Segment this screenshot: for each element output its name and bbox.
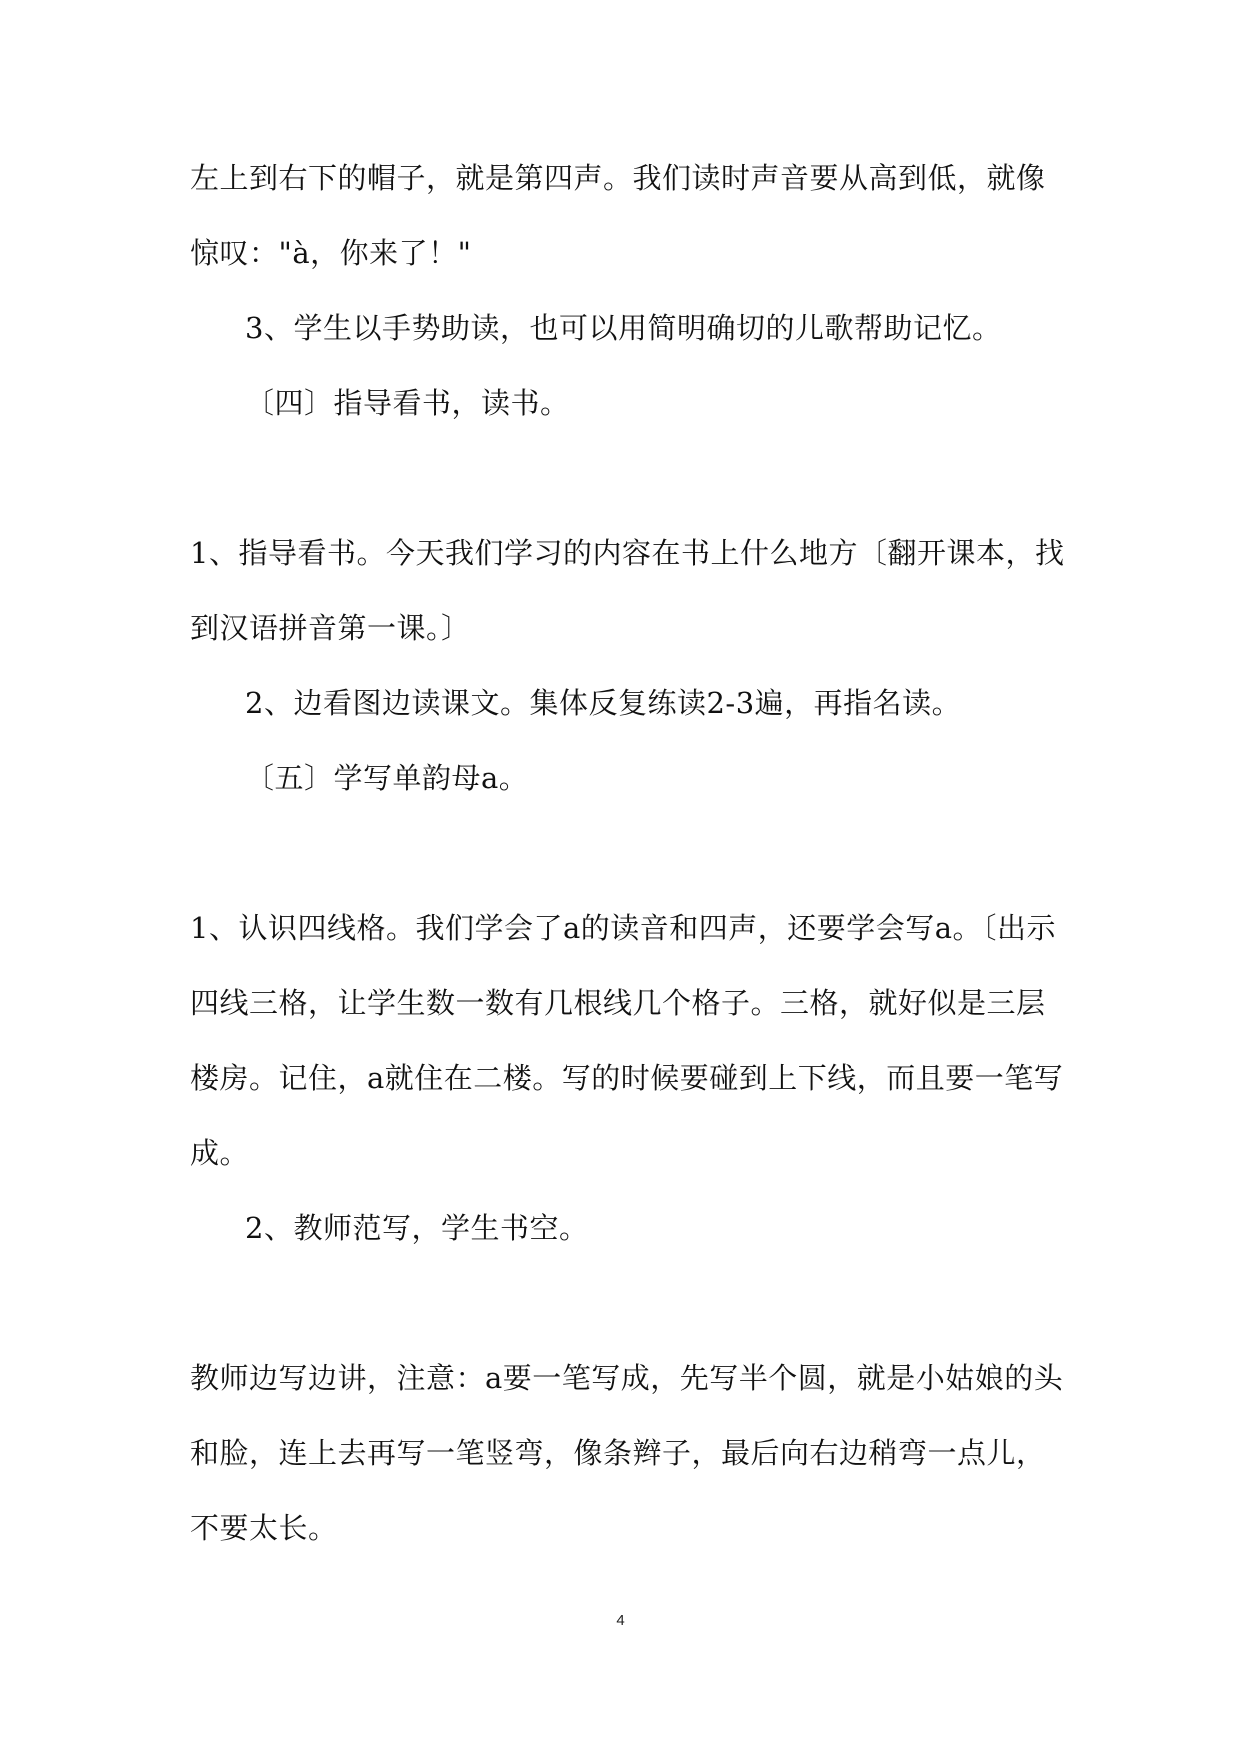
section-heading: 〔五〕学写单韵母a。	[245, 761, 529, 795]
text-line: 和脸，连上去再写一笔竖弯，像条辫子，最后向右边稍弯一点儿，	[190, 1436, 1046, 1470]
text-line: 楼房。记住，a就住在二楼。写的时候要碰到上下线，而且要一笔写	[190, 1061, 1064, 1095]
text-line: 惊叹："à，你来了！"	[190, 236, 472, 270]
text-line: 四线三格，让学生数一数有几根线几个格子。三格，就好似是三层	[190, 986, 1046, 1020]
text-line: 左上到右下的帽子，就是第四声。我们读时声音要从高到低，就像	[190, 161, 1046, 195]
section-heading: 〔四〕指导看书，读书。	[245, 386, 570, 420]
text-line: 成。	[190, 1136, 250, 1170]
list-item: 3、学生以手势助读，也可以用简明确切的儿歌帮助记忆。	[245, 311, 1002, 345]
list-item: 1、认识四线格。我们学会了a的读音和四声，还要学会写a。〔出示	[190, 911, 1057, 945]
list-item: 2、教师范写，学生书空。	[245, 1211, 589, 1245]
list-item: 1、指导看书。今天我们学习的内容在书上什么地方〔翻开课本，找	[190, 536, 1065, 570]
text-line: 不要太长。	[190, 1511, 338, 1545]
text-line: 到汉语拼音第一课。〕	[190, 611, 471, 645]
page-number: 4	[616, 1612, 625, 1629]
list-item: 2、边看图边读课文。集体反复练读2-3遍，再指名读。	[245, 686, 962, 720]
text-line: 教师边写边讲，注意：a要一笔写成，先写半个圆，就是小姑娘的头	[190, 1361, 1064, 1395]
